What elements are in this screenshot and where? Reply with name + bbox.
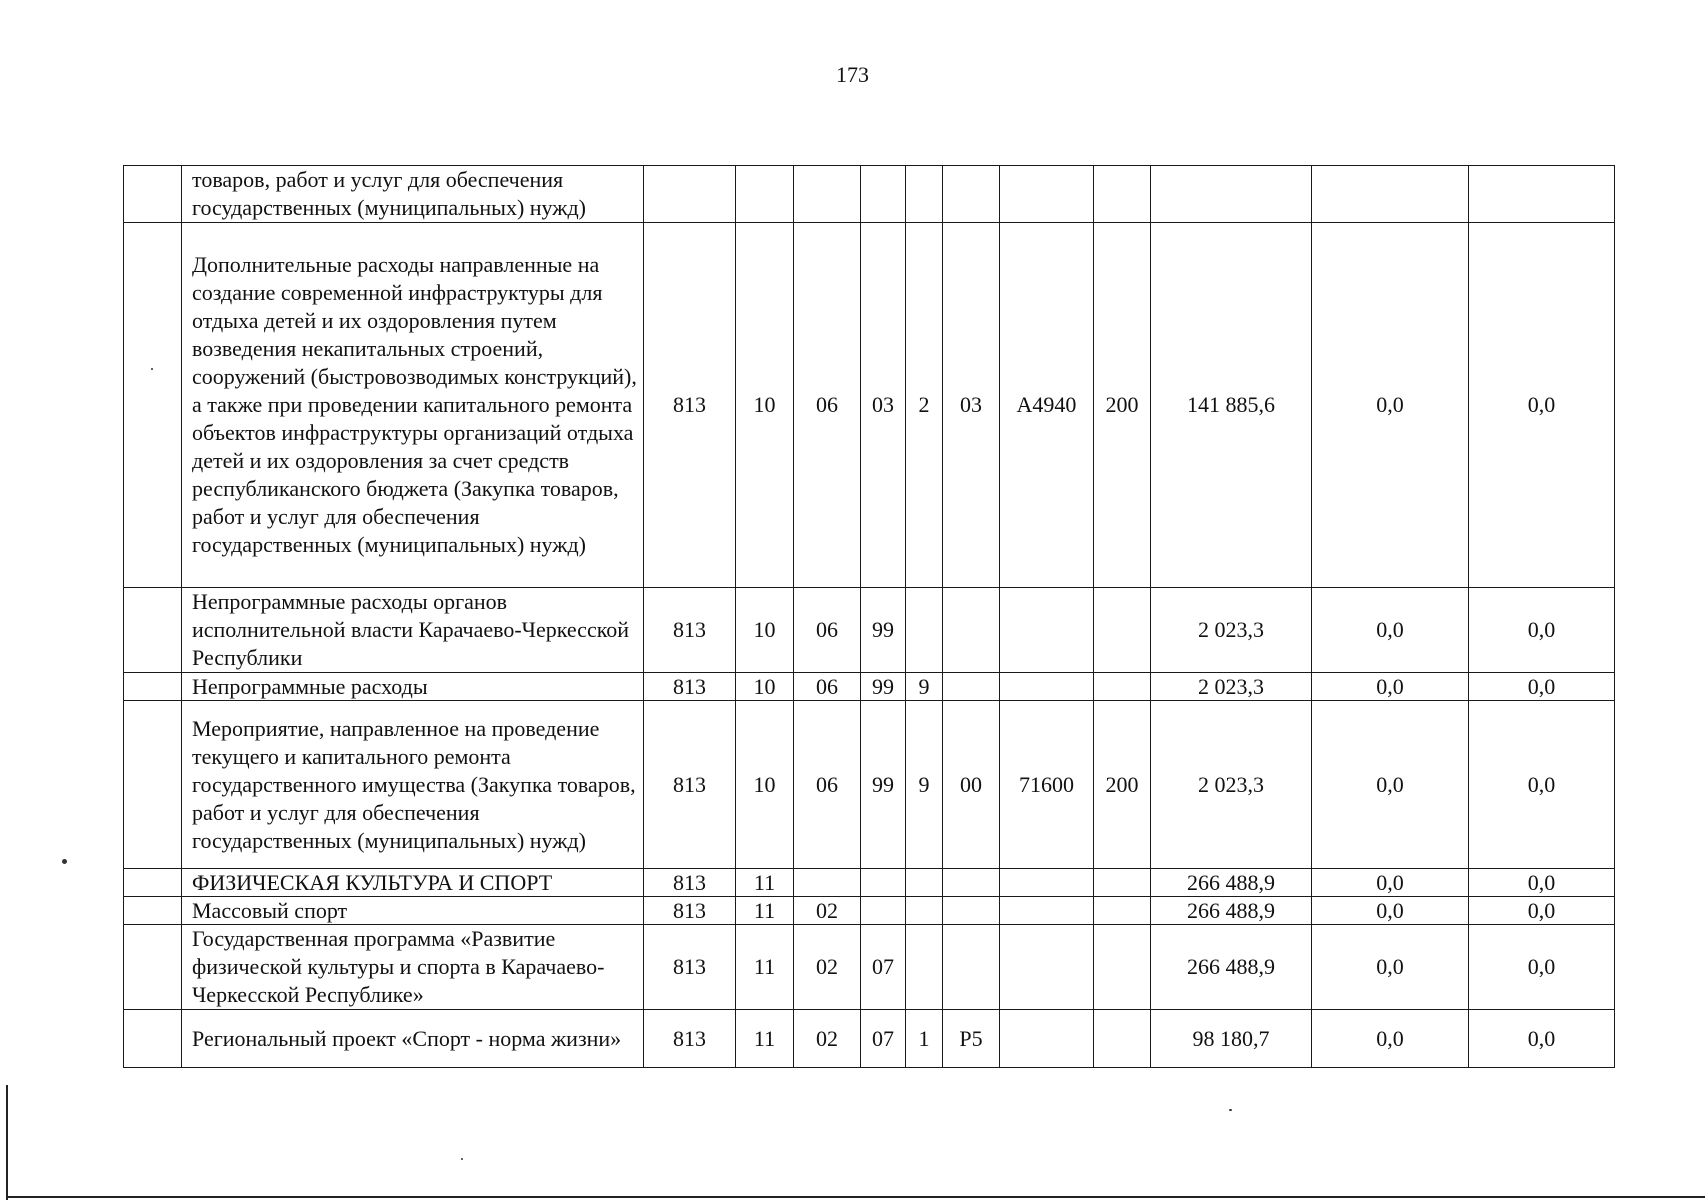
direction-code-cell <box>1000 925 1094 1010</box>
vr-cell: 200 <box>1094 223 1151 588</box>
sum-2-cell <box>1312 166 1469 223</box>
subprogram-code-cell <box>906 166 943 223</box>
direction-code-cell: 71600 <box>1000 701 1094 869</box>
table-row <box>124 588 1615 673</box>
event-code-cell <box>943 588 1000 673</box>
direction-code-cell <box>1000 1010 1094 1068</box>
subprogram-code-cell <box>906 897 943 925</box>
program-code-cell: 99 <box>861 588 906 673</box>
sum-1-cell: 2 023,3 <box>1151 701 1312 869</box>
pr-cell: 02 <box>794 1010 861 1068</box>
sum-2-cell: 0,0 <box>1312 925 1469 1010</box>
pr-cell: 06 <box>794 223 861 588</box>
sum-1-cell: 141 885,6 <box>1151 223 1312 588</box>
pr-cell: 06 <box>794 701 861 869</box>
direction-code-cell <box>1000 869 1094 897</box>
event-code-cell <box>943 925 1000 1010</box>
scan-speck <box>151 368 153 370</box>
subprogram-code-cell: 9 <box>906 673 943 701</box>
table-row <box>124 897 1615 925</box>
bottom-page-rule <box>6 1196 1705 1198</box>
vr-cell: 200 <box>1094 701 1151 869</box>
pr-cell: 02 <box>794 897 861 925</box>
pr-cell: 06 <box>794 673 861 701</box>
sum-2-cell: 0,0 <box>1312 673 1469 701</box>
sum-2-cell: 0,0 <box>1312 588 1469 673</box>
vr-cell <box>1094 869 1151 897</box>
sum-3-cell: 0,0 <box>1469 1010 1615 1068</box>
program-code-cell <box>861 869 906 897</box>
page-number: 173 <box>836 62 869 87</box>
budget-table <box>123 165 1615 1068</box>
ved-cell <box>644 166 736 223</box>
table-row <box>124 223 1615 588</box>
scan-speck <box>461 1158 463 1160</box>
number-cell <box>124 166 182 223</box>
ved-cell: 813 <box>644 701 736 869</box>
event-code-cell: 00 <box>943 701 1000 869</box>
rz-cell: 10 <box>736 701 794 869</box>
ved-cell: 813 <box>644 897 736 925</box>
ved-cell: 813 <box>644 223 736 588</box>
direction-code-cell <box>1000 897 1094 925</box>
program-code-cell: 07 <box>861 1010 906 1068</box>
left-margin-rule <box>6 1085 8 1200</box>
program-code-cell: 07 <box>861 925 906 1010</box>
event-code-cell <box>943 166 1000 223</box>
ved-cell: 813 <box>644 588 736 673</box>
number-cell <box>124 1010 182 1068</box>
pr-cell: 06 <box>794 588 861 673</box>
rz-cell: 10 <box>736 588 794 673</box>
number-cell <box>124 925 182 1010</box>
sum-3-cell: 0,0 <box>1469 701 1615 869</box>
table-row <box>124 701 1615 869</box>
table-row <box>124 925 1615 1010</box>
vr-cell <box>1094 166 1151 223</box>
vr-cell <box>1094 588 1151 673</box>
row-name: Непрограммные расходы органов исполнительной власти Карачаево-Черкесской Республики <box>182 588 644 673</box>
sum-1-cell: 266 488,9 <box>1151 925 1312 1010</box>
event-code-cell: Р5 <box>943 1010 1000 1068</box>
sum-1-cell: 266 488,9 <box>1151 897 1312 925</box>
sum-3-cell: 0,0 <box>1469 673 1615 701</box>
program-code-cell <box>861 897 906 925</box>
number-cell <box>124 869 182 897</box>
event-code-cell <box>943 673 1000 701</box>
row-name: Непрограммные расходы <box>182 673 644 701</box>
subprogram-code-cell <box>906 925 943 1010</box>
number-cell <box>124 701 182 869</box>
row-name: Массовый спорт <box>182 897 644 925</box>
sum-3-cell: 0,0 <box>1469 869 1615 897</box>
sum-2-cell: 0,0 <box>1312 869 1469 897</box>
row-name: Дополнительные расходы направленные на создание современной инфраструктуры для отдыха детей и их оздоровления путем возведения некапитальных строений, сооружений (быстровозводимых конструкций), а также при проведении капитального ремонта объектов инфраструктуры организаций отдыха детей и их оздоровления за счет средств республиканского бюджета (Закупка товаров, работ и услуг для обеспечения государственных (муниципальных) нужд) <box>182 223 644 588</box>
vr-cell <box>1094 897 1151 925</box>
sum-3-cell <box>1469 166 1615 223</box>
sum-1-cell: 98 180,7 <box>1151 1010 1312 1068</box>
direction-code-cell <box>1000 588 1094 673</box>
vr-cell <box>1094 925 1151 1010</box>
direction-code-cell <box>1000 166 1094 223</box>
rz-cell <box>736 166 794 223</box>
sum-2-cell: 0,0 <box>1312 1010 1469 1068</box>
sum-3-cell: 0,0 <box>1469 925 1615 1010</box>
event-code-cell: 03 <box>943 223 1000 588</box>
program-code-cell: 99 <box>861 673 906 701</box>
vr-cell <box>1094 1010 1151 1068</box>
scan-speck <box>62 859 67 864</box>
program-code-cell <box>861 166 906 223</box>
table-row <box>124 673 1615 701</box>
sum-3-cell: 0,0 <box>1469 588 1615 673</box>
row-name: Мероприятие, направленное на проведение текущего и капитального ремонта государственного имущества (Закупка товаров, работ и услуг для обеспечения государственных (муниципальных) нужд) <box>182 701 644 869</box>
subprogram-code-cell <box>906 869 943 897</box>
table-row <box>124 166 1615 223</box>
rz-cell: 10 <box>736 673 794 701</box>
sum-1-cell: 2 023,3 <box>1151 588 1312 673</box>
rz-cell: 10 <box>736 223 794 588</box>
rz-cell: 11 <box>736 869 794 897</box>
pr-cell <box>794 869 861 897</box>
row-name: Государственная программа «Развитие физической культуры и спорта в Карачаево-Черкесской Республике» <box>182 925 644 1010</box>
subprogram-code-cell: 2 <box>906 223 943 588</box>
row-name: товаров, работ и услуг для обеспечения государственных (муниципальных) нужд) <box>182 166 644 223</box>
sum-3-cell: 0,0 <box>1469 223 1615 588</box>
subprogram-code-cell: 9 <box>906 701 943 869</box>
row-name: ФИЗИЧЕСКАЯ КУЛЬТУРА И СПОРТ <box>182 869 644 897</box>
number-cell <box>124 223 182 588</box>
pr-cell <box>794 166 861 223</box>
scan-speck <box>1229 1109 1232 1111</box>
rz-cell: 11 <box>736 1010 794 1068</box>
sum-2-cell: 0,0 <box>1312 223 1469 588</box>
program-code-cell: 99 <box>861 701 906 869</box>
ved-cell: 813 <box>644 1010 736 1068</box>
direction-code-cell: А4940 <box>1000 223 1094 588</box>
number-cell <box>124 673 182 701</box>
event-code-cell <box>943 897 1000 925</box>
table-row <box>124 1010 1615 1068</box>
ved-cell: 813 <box>644 673 736 701</box>
sum-1-cell: 2 023,3 <box>1151 673 1312 701</box>
sum-3-cell: 0,0 <box>1469 897 1615 925</box>
sum-2-cell: 0,0 <box>1312 897 1469 925</box>
direction-code-cell <box>1000 673 1094 701</box>
row-name: Региональный проект «Спорт - норма жизни» <box>182 1010 644 1068</box>
vr-cell <box>1094 673 1151 701</box>
rz-cell: 11 <box>736 897 794 925</box>
ved-cell: 813 <box>644 869 736 897</box>
table-row <box>124 869 1615 897</box>
subprogram-code-cell <box>906 588 943 673</box>
sum-1-cell: 266 488,9 <box>1151 869 1312 897</box>
rz-cell: 11 <box>736 925 794 1010</box>
pr-cell: 02 <box>794 925 861 1010</box>
subprogram-code-cell: 1 <box>906 1010 943 1068</box>
event-code-cell <box>943 869 1000 897</box>
number-cell <box>124 588 182 673</box>
number-cell <box>124 897 182 925</box>
sum-1-cell <box>1151 166 1312 223</box>
sum-2-cell: 0,0 <box>1312 701 1469 869</box>
program-code-cell: 03 <box>861 223 906 588</box>
ved-cell: 813 <box>644 925 736 1010</box>
